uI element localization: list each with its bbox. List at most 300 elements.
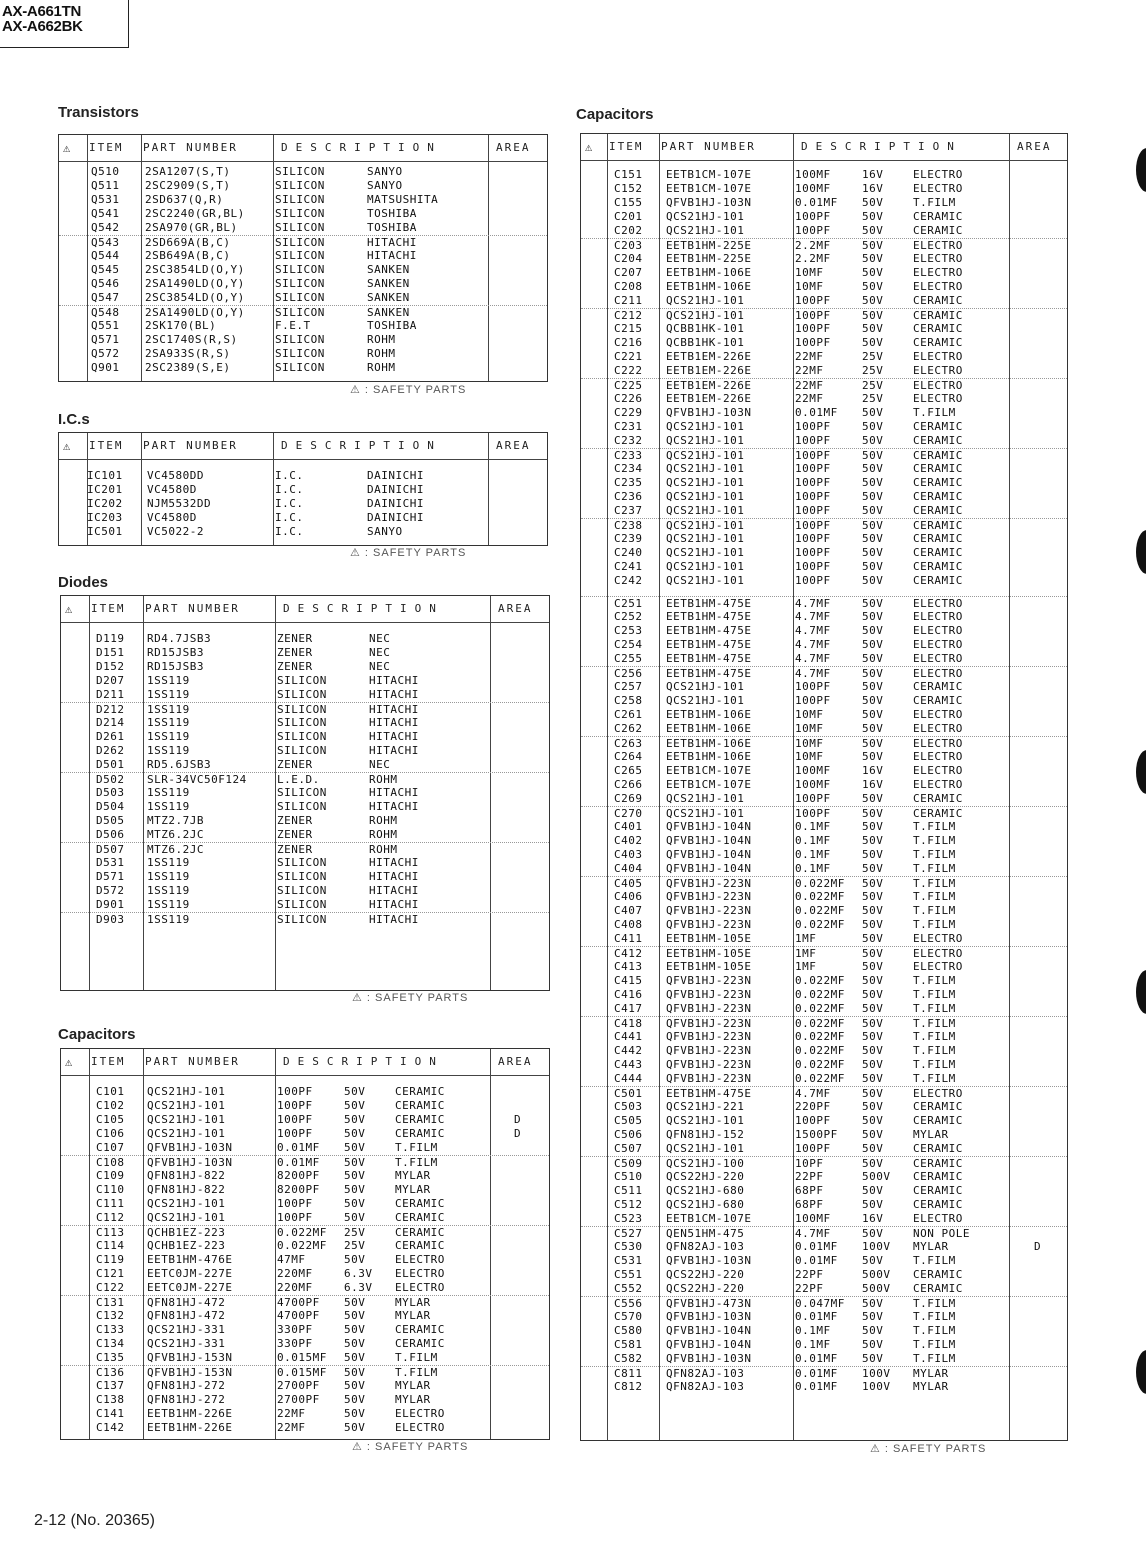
- table-row: [581, 448, 1067, 463]
- cap-type: ELECTRO: [395, 1281, 445, 1294]
- item-ref: C257: [614, 680, 643, 693]
- voltage: 50V: [344, 1183, 366, 1196]
- desc-type: I.C.: [275, 483, 304, 496]
- item-ref: C418: [614, 1017, 643, 1030]
- item-ref: C402: [614, 834, 643, 847]
- cap-type: ELECTRO: [913, 610, 963, 623]
- item-ref: C212: [614, 309, 643, 322]
- capacitance: 100PF: [795, 449, 831, 462]
- item-ref: C201: [614, 210, 643, 223]
- cap-type: T.FILM: [913, 406, 956, 419]
- capacitance: 0.022MF: [795, 1017, 845, 1030]
- manufacturer: ROHM: [367, 333, 396, 346]
- voltage: 50V: [862, 560, 884, 573]
- item-ref: C105: [96, 1113, 125, 1126]
- part-number: QCHB1EZ-223: [147, 1239, 226, 1252]
- cap-type: CERAMIC: [913, 1198, 963, 1211]
- voltage: 50V: [862, 597, 884, 610]
- part-number: 2SK170(BL): [145, 319, 217, 332]
- part-number: 1SS119: [147, 716, 190, 729]
- part-number: 1SS119: [147, 913, 190, 926]
- cap-type: T.FILM: [913, 1310, 956, 1323]
- item-ref: C132: [96, 1309, 125, 1322]
- capacitance: 4.7MF: [795, 638, 831, 651]
- part-number: QFN81HJ-472: [147, 1296, 226, 1309]
- capacitance: 0.022MF: [795, 1044, 845, 1057]
- voltage: 50V: [862, 848, 884, 861]
- voltage: 50V: [862, 519, 884, 532]
- cap-type: ELECTRO: [913, 266, 963, 279]
- desc-type: SILICON: [277, 870, 327, 883]
- capacitance: 10PF: [795, 1157, 824, 1170]
- manufacturer: NEC: [369, 758, 391, 771]
- item-ref: C417: [614, 1002, 643, 1015]
- part-number: 2SC2909(S,T): [145, 179, 231, 192]
- item-ref: Q901: [91, 361, 120, 374]
- table-row: [59, 207, 547, 221]
- capacitance: 0.022MF: [795, 1072, 845, 1085]
- item-ref: C256: [614, 667, 643, 680]
- capacitance: 2700PF: [277, 1379, 320, 1392]
- table-row: [581, 764, 1067, 778]
- part-number: EETB1HM-105E: [666, 947, 752, 960]
- table-row: [581, 722, 1067, 736]
- table-row: [581, 1184, 1067, 1198]
- manufacturer: ROHM: [369, 814, 398, 827]
- voltage: 50V: [862, 196, 884, 209]
- voltage: 50V: [862, 960, 884, 973]
- part-number: QFN81HJ-822: [147, 1169, 226, 1182]
- cap-type: MYLAR: [395, 1169, 431, 1182]
- table-row: [61, 1281, 549, 1295]
- manufacturer: NEC: [369, 660, 391, 673]
- part-number: EETB1HM-476E: [147, 1253, 233, 1266]
- section-title-ics: I.C.s: [58, 411, 90, 428]
- part-number: QCS21HJ-221: [666, 1100, 745, 1113]
- table-row: [581, 1044, 1067, 1058]
- item-ref: C155: [614, 196, 643, 209]
- cap-type: CERAMIC: [913, 1142, 963, 1155]
- cap-type: CERAMIC: [913, 462, 963, 475]
- item-ref: D504: [96, 800, 125, 813]
- desc-type: SILICON: [277, 884, 327, 897]
- capacitance: 100PF: [795, 476, 831, 489]
- item-ref: C551: [614, 1268, 643, 1281]
- voltage: 50V: [862, 1198, 884, 1211]
- table-row: [581, 918, 1067, 932]
- table-row: [61, 1365, 549, 1380]
- capacitance: 8200PF: [277, 1169, 320, 1182]
- item-ref: C204: [614, 252, 643, 265]
- table-row: [59, 483, 547, 497]
- cap-type: ELECTRO: [913, 182, 963, 195]
- cap-type: ELECTRO: [913, 597, 963, 610]
- voltage: 25V: [862, 364, 884, 377]
- part-number: QCS22HJ-220: [666, 1282, 745, 1295]
- table-row: [61, 1183, 549, 1197]
- voltage: 50V: [862, 504, 884, 517]
- part-number: QFVB1HJ-103N: [147, 1156, 233, 1169]
- voltage: 50V: [862, 434, 884, 447]
- table-row: [581, 1268, 1067, 1282]
- table-row: [581, 266, 1067, 280]
- safety-mark-header: ⚠: [63, 439, 71, 453]
- voltage: 50V: [344, 1323, 366, 1336]
- voltage: 50V: [862, 667, 884, 680]
- part-number: QFVB1HJ-223N: [666, 1044, 752, 1057]
- cap-type: ELECTRO: [395, 1407, 445, 1420]
- cap-type: T.FILM: [913, 1072, 956, 1085]
- table-row: [581, 778, 1067, 792]
- item-ref: Q531: [91, 193, 120, 206]
- cap-type: CERAMIC: [913, 1170, 963, 1183]
- desc-type: I.C.: [275, 511, 304, 524]
- item-ref: D152: [96, 660, 125, 673]
- item-header: ITEM: [91, 602, 126, 615]
- part-number: QCBB1HK-101: [666, 336, 745, 349]
- voltage: 50V: [862, 652, 884, 665]
- area-header: AREA: [496, 439, 531, 452]
- item-ref: D507: [96, 843, 125, 856]
- table-row: [61, 856, 549, 870]
- manufacturer: DAINICHI: [367, 469, 424, 482]
- part-number: QCS21HJ-101: [147, 1211, 226, 1224]
- manufacturer: HITACHI: [369, 800, 419, 813]
- part-number: MTZ6.2JC: [147, 843, 204, 856]
- part-number: EETB1HM-475E: [666, 610, 752, 623]
- voltage: 50V: [862, 932, 884, 945]
- capacitance: 0.01MF: [795, 196, 838, 209]
- item-ref: D503: [96, 786, 125, 799]
- capacitance: 100PF: [795, 490, 831, 503]
- safety-parts-note: ⚠ : SAFETY PARTS: [350, 547, 467, 559]
- desc-type: F.E.T: [275, 319, 311, 332]
- part-number: QCS21HJ-101: [666, 224, 745, 237]
- desc-type: SILICON: [275, 291, 325, 304]
- table-row: [61, 1421, 549, 1435]
- table-row: [581, 820, 1067, 834]
- table-row: [61, 674, 549, 688]
- table-row: [59, 263, 547, 277]
- cap-type: CERAMIC: [913, 294, 963, 307]
- table-row: [581, 210, 1067, 224]
- cap-type: CERAMIC: [913, 807, 963, 820]
- part-number: 2SC3854LD(O,Y): [145, 291, 245, 304]
- part-number: QCS21HJ-101: [147, 1099, 226, 1112]
- cap-type: T.FILM: [913, 974, 956, 987]
- capacitance: 330PF: [277, 1337, 313, 1350]
- cap-type: ELECTRO: [913, 708, 963, 721]
- item-ref: Q510: [91, 165, 120, 178]
- cap-type: MYLAR: [395, 1183, 431, 1196]
- item-ref: C408: [614, 918, 643, 931]
- table-row: [59, 347, 547, 361]
- table-row: [59, 221, 547, 235]
- voltage: 50V: [862, 988, 884, 1001]
- voltage: 50V: [344, 1141, 366, 1154]
- item-ref: C416: [614, 988, 643, 1001]
- manufacturer: HITACHI: [369, 674, 419, 687]
- table-row: [581, 1254, 1067, 1268]
- item-ref: D502: [96, 773, 125, 786]
- voltage: 50V: [862, 252, 884, 265]
- item-ref: Q543: [91, 236, 120, 249]
- capacitance: 330PF: [277, 1323, 313, 1336]
- part-number: QFVB1HJ-103N: [666, 1254, 752, 1267]
- table-row: [581, 792, 1067, 806]
- cap-type: ELECTRO: [913, 667, 963, 680]
- capacitance: 100PF: [795, 574, 831, 587]
- part-number: 2SC3854LD(O,Y): [145, 263, 245, 276]
- item-ref: C511: [614, 1184, 643, 1197]
- part-number: QCS21HJ-101: [147, 1085, 226, 1098]
- item-ref: C415: [614, 974, 643, 987]
- item-ref: C251: [614, 597, 643, 610]
- item-ref: C509: [614, 1157, 643, 1170]
- table-row: [59, 305, 547, 320]
- item-ref: C406: [614, 890, 643, 903]
- capacitance: 0.01MF: [277, 1141, 320, 1154]
- manufacturer: HITACHI: [369, 898, 419, 911]
- item-ref: C512: [614, 1198, 643, 1211]
- voltage: 50V: [862, 737, 884, 750]
- part-number: QCS21HJ-101: [666, 560, 745, 573]
- desc-type: SILICON: [275, 193, 325, 206]
- item-ref: C111: [96, 1197, 125, 1210]
- part-number: QFVB1HJ-104N: [666, 820, 752, 833]
- cap-type: ELECTRO: [913, 364, 963, 377]
- cap-type: T.FILM: [913, 1297, 956, 1310]
- capacitance: 100PF: [795, 792, 831, 805]
- item-ref: C109: [96, 1169, 125, 1182]
- binding-hole: [1136, 530, 1146, 574]
- part-number: EETB1HM-225E: [666, 239, 752, 252]
- cap-type: CERAMIC: [913, 224, 963, 237]
- table-row: [581, 1338, 1067, 1352]
- voltage: 500V: [862, 1268, 891, 1281]
- section-title-transistors: Transistors: [58, 104, 139, 121]
- part-number: QCS21HJ-101: [666, 210, 745, 223]
- cap-type: ELECTRO: [913, 722, 963, 735]
- cap-type: CERAMIC: [913, 476, 963, 489]
- item-ref: Q548: [91, 306, 120, 319]
- desc-type: SILICON: [275, 263, 325, 276]
- capacitance: 0.022MF: [795, 877, 845, 890]
- table-row: [581, 708, 1067, 722]
- table-row: [581, 946, 1067, 961]
- table-row: [59, 361, 547, 375]
- table-row: [581, 364, 1067, 378]
- part-number-header: PART NUMBER: [143, 439, 238, 452]
- voltage: 50V: [344, 1379, 366, 1392]
- desc-type: ZENER: [277, 632, 313, 645]
- capacitance: 100PF: [277, 1211, 313, 1224]
- part-number: EETB1CM-107E: [666, 168, 752, 181]
- table-row: [61, 1267, 549, 1281]
- capacitance: 4.7MF: [795, 667, 831, 680]
- cap-type: T.FILM: [913, 877, 956, 890]
- table-row: [61, 870, 549, 884]
- cap-type: CERAMIC: [913, 532, 963, 545]
- voltage: 50V: [344, 1211, 366, 1224]
- item-ref: C510: [614, 1170, 643, 1183]
- part-number: EETB1EM-226E: [666, 392, 752, 405]
- part-number: 1SS119: [147, 688, 190, 701]
- part-number: SLR-34VC50F124: [147, 773, 247, 786]
- model-label-box: [0, 0, 129, 48]
- part-number: EETB1HM-226E: [147, 1421, 233, 1434]
- capacitance: 8200PF: [277, 1183, 320, 1196]
- desc-type: ZENER: [277, 660, 313, 673]
- capacitance: 0.1MF: [795, 834, 831, 847]
- part-number: 2SA933S(R,S): [145, 347, 231, 360]
- cap-type: CERAMIC: [913, 490, 963, 503]
- voltage: 50V: [862, 947, 884, 960]
- table-row: [61, 1337, 549, 1351]
- voltage: 50V: [862, 420, 884, 433]
- capacitance: 100PF: [795, 434, 831, 447]
- table-row: [581, 560, 1067, 574]
- cap-type: ELECTRO: [913, 778, 963, 791]
- table-row: [61, 632, 549, 646]
- table-row: [61, 1113, 549, 1127]
- manufacturer: HITACHI: [369, 688, 419, 701]
- table-row: [61, 842, 549, 857]
- cap-type: CERAMIC: [913, 1114, 963, 1127]
- cap-type: T.FILM: [395, 1156, 438, 1169]
- part-number: EETB1HM-106E: [666, 722, 752, 735]
- voltage: 50V: [862, 807, 884, 820]
- voltage: 50V: [344, 1309, 366, 1322]
- item-ref: C501: [614, 1087, 643, 1100]
- capacitance: 100PF: [795, 680, 831, 693]
- desc-type: SILICON: [277, 913, 327, 926]
- table-row: [581, 960, 1067, 974]
- item-ref: D151: [96, 646, 125, 659]
- table-row: [61, 660, 549, 674]
- manufacturer: HITACHI: [369, 703, 419, 716]
- item-ref: Q511: [91, 179, 120, 192]
- cap-type: ELECTRO: [913, 350, 963, 363]
- part-number: EETB1HM-106E: [666, 280, 752, 293]
- part-number: QFVB1HJ-223N: [666, 877, 752, 890]
- voltage: 50V: [862, 862, 884, 875]
- part-number: QFVB1HJ-473N: [666, 1297, 752, 1310]
- table-row: [581, 1282, 1067, 1296]
- part-number: QCHB1EZ-223: [147, 1226, 226, 1239]
- capacitance: 100MF: [795, 764, 831, 777]
- capacitance: 100PF: [277, 1099, 313, 1112]
- table-row: [581, 1352, 1067, 1366]
- item-ref: C263: [614, 737, 643, 750]
- capacitance: 0.022MF: [795, 918, 845, 931]
- capacitance: 4.7MF: [795, 1087, 831, 1100]
- cap-type: ELECTRO: [913, 652, 963, 665]
- item-ref: IC202: [87, 497, 123, 510]
- table-row: [61, 912, 549, 927]
- capacitance: 10MF: [795, 737, 824, 750]
- desc-type: SILICON: [277, 744, 327, 757]
- voltage: 50V: [344, 1393, 366, 1406]
- item-ref: C211: [614, 294, 643, 307]
- table-row: [59, 291, 547, 305]
- voltage: 100V: [862, 1367, 891, 1380]
- item-ref: C141: [96, 1407, 125, 1420]
- cap-type: CERAMIC: [913, 546, 963, 559]
- manufacturer: TOSHIBA: [367, 319, 417, 332]
- capacitance: 100PF: [795, 336, 831, 349]
- voltage: 50V: [862, 638, 884, 651]
- table-row: [61, 744, 549, 758]
- description-header: DESCRIPTION: [281, 141, 442, 154]
- item-ref: C407: [614, 904, 643, 917]
- part-number: QCS21HJ-101: [666, 519, 745, 532]
- voltage: 50V: [344, 1169, 366, 1182]
- desc-type: I.C.: [275, 469, 304, 482]
- table-row: [61, 702, 549, 717]
- cap-type: ELECTRO: [913, 280, 963, 293]
- table-row: [61, 1127, 549, 1141]
- table-row: [581, 596, 1067, 611]
- manufacturer: TOSHIBA: [367, 221, 417, 234]
- safety-mark-header: ⚠: [63, 141, 71, 155]
- part-number: EETB1CM-107E: [666, 1212, 752, 1225]
- item-header: ITEM: [609, 140, 644, 153]
- page-number-footer: 2-12 (No. 20365): [34, 1512, 155, 1529]
- part-number: 2SA1207(S,T): [145, 165, 231, 178]
- capacitance: 0.047MF: [795, 1297, 845, 1310]
- description-header: DESCRIPTION: [801, 140, 962, 153]
- capacitance: 220PF: [795, 1100, 831, 1113]
- voltage: 50V: [344, 1127, 366, 1140]
- item-ref: C106: [96, 1127, 125, 1140]
- item-ref: C581: [614, 1338, 643, 1351]
- item-ref: C236: [614, 490, 643, 503]
- item-ref: D207: [96, 674, 125, 687]
- cap-type: ELECTRO: [913, 1087, 963, 1100]
- part-number: QFVB1HJ-153N: [147, 1351, 233, 1364]
- table-row: [61, 1085, 549, 1099]
- table-row: [61, 1099, 549, 1113]
- item-ref: Q547: [91, 291, 120, 304]
- cap-type: CERAMIC: [913, 694, 963, 707]
- part-number: QEN51HM-475: [666, 1227, 745, 1240]
- part-number: QFN81HJ-272: [147, 1379, 226, 1392]
- item-ref: Q551: [91, 319, 120, 332]
- part-number: EETB1EM-226E: [666, 350, 752, 363]
- voltage: 50V: [862, 449, 884, 462]
- part-number: EETB1EM-226E: [666, 364, 752, 377]
- table-row: [581, 420, 1067, 434]
- item-ref: C441: [614, 1030, 643, 1043]
- part-number: EETB1HM-226E: [147, 1407, 233, 1420]
- table-row: [61, 1323, 549, 1337]
- item-header: ITEM: [89, 439, 124, 452]
- table-row: [59, 193, 547, 207]
- capacitance: 4.7MF: [795, 1227, 831, 1240]
- table-row: [581, 196, 1067, 210]
- voltage: 50V: [344, 1407, 366, 1420]
- item-ref: IC101: [87, 469, 123, 482]
- part-number: EETB1CM-107E: [666, 182, 752, 195]
- table-row: [581, 848, 1067, 862]
- item-ref: C215: [614, 322, 643, 335]
- cap-type: ELECTRO: [913, 239, 963, 252]
- table-row: [581, 1296, 1067, 1311]
- table-row: [581, 666, 1067, 681]
- capacitance: 220MF: [277, 1281, 313, 1294]
- table-header: [61, 1049, 549, 1076]
